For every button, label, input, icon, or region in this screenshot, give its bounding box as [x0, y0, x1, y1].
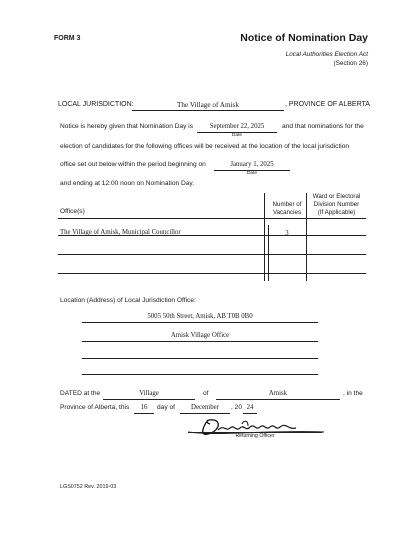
col-ward-header-1: Ward or Electoral — [312, 193, 361, 200]
election-line: election of candidates for the following offices will be received at the location of the local jurisdiction — [60, 143, 350, 150]
day-of-label: day of — [157, 404, 175, 411]
dated-place-name-underline — [216, 399, 340, 400]
dated-place-name[interactable]: Amisk — [268, 390, 288, 397]
notice-suffix: and that nominations for the — [282, 123, 364, 130]
col-ward-header-3: (If Applicable) — [317, 209, 356, 216]
address-line-1[interactable]: 5005 50th Street, Amisk, AB T0B 0B0 — [147, 313, 253, 320]
col-ward-header-2: Division Number — [313, 201, 360, 208]
table-header-rule — [58, 218, 366, 219]
address-underline-3 — [82, 358, 318, 359]
dated-place-type-underline — [103, 399, 195, 400]
table-row-1-vacancies[interactable]: 3 — [285, 230, 289, 237]
month-value[interactable]: December — [191, 404, 219, 411]
office-line-prefix: office set out below within the period beginning on — [60, 161, 206, 168]
document-title: Notice of Nomination Day — [240, 32, 368, 44]
col-vacancies-header-1: Number of — [272, 201, 302, 208]
address-underline-2 — [82, 341, 318, 342]
table-row-rule — [58, 254, 366, 255]
province-label: , PROVINCE OF ALBERTA — [285, 101, 370, 108]
day-underline — [134, 413, 154, 414]
table-row-rule — [58, 273, 366, 274]
of-label: of — [203, 390, 209, 397]
ending-line: and ending at 12:00 noon on Nomination Day. — [60, 180, 195, 187]
col-office-header: Office(s) — [60, 208, 85, 215]
offices-table — [58, 193, 366, 281]
nomination-day-caption: Date — [231, 133, 243, 138]
notice-prefix: Notice is hereby given that Nomination Day is — [60, 123, 194, 130]
jurisdiction-label: LOCAL JURISDICTION: — [58, 101, 134, 108]
act-section: (Section 26) — [333, 60, 368, 67]
dated-label: DATED at the — [60, 390, 101, 397]
period-start-caption: Date — [246, 171, 258, 176]
footer-form-code: LGS0752 Rev. 2019-03 — [60, 484, 117, 490]
dated-place-type[interactable]: Village — [139, 390, 159, 397]
table-row-1-office[interactable]: The Village of Amisk, Municipal Councillor — [60, 229, 181, 236]
province-this-label: Province of Alberta, this — [60, 404, 130, 411]
year-prefix: , 20 — [231, 404, 242, 411]
day-value[interactable]: 16 — [140, 404, 148, 411]
location-label: Location (Address) of Local Jurisdiction Office: — [60, 297, 196, 304]
act-name: Local Authorities Election Act — [285, 51, 368, 58]
form-number: FORM 3 — [54, 35, 81, 42]
jurisdiction-underline — [132, 110, 284, 111]
address-underline-1 — [82, 322, 318, 323]
period-start-value[interactable]: January 1, 2025 — [230, 161, 274, 168]
address-underline-4 — [82, 374, 318, 375]
address-line-2[interactable]: Amisk Village Office — [170, 332, 230, 339]
table-col-divider — [264, 193, 265, 281]
in-the-label: , in the — [343, 390, 363, 397]
year-value[interactable]: 24 — [246, 404, 254, 411]
jurisdiction-value[interactable]: The Village of Amisk — [177, 101, 239, 109]
nomination-day-value[interactable]: September 22, 2025 — [209, 123, 265, 130]
col-vacancies-header-2: Vacancies — [272, 209, 302, 216]
returning-officer-caption: Returning Officer — [235, 433, 275, 439]
